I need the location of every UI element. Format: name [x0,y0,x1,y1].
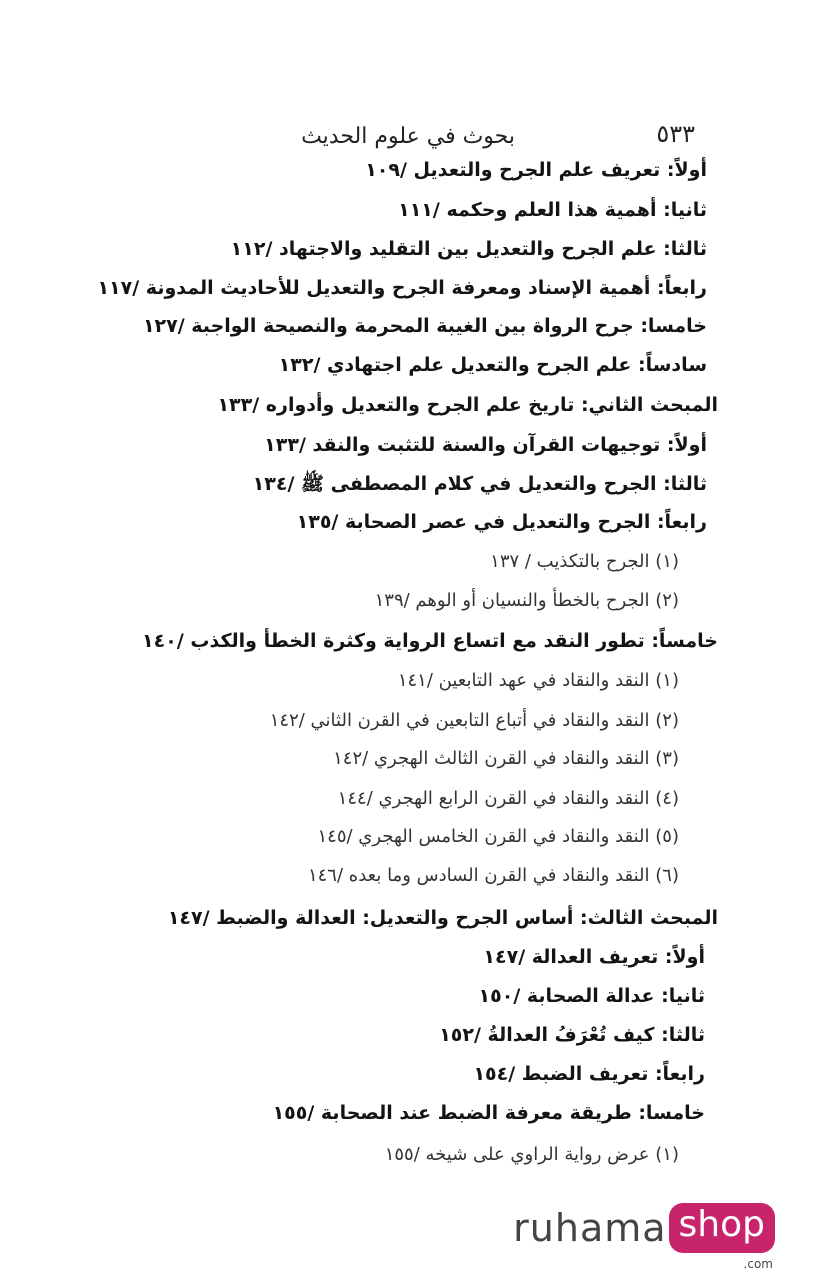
watermark-suffix: .com [743,1257,773,1271]
toc-entry: رابعاً: أهمية الإسناد ومعرفة الجرح والتعديل للأحاديث المدونة /١١٧ [97,277,707,299]
watermark-shop-badge [669,1203,775,1271]
toc-entry: خامسا: طريقة معرفة الضبط عند الصحابة /١٥٥ [272,1102,705,1124]
toc-entry: ثالثا: علم الجرح والتعديل بين التقليد والاجتهاد /١١٢ [230,238,707,260]
toc-entry: ثانيا: أهمية هذا العلم وحكمه /١١١ [398,199,707,221]
toc-entry: أولاً: تعريف العدالة /١٤٧ [483,946,705,968]
toc-entry: رابعاً: تعريف الضبط /١٥٤ [473,1063,705,1085]
toc-subentry: (٢) النقد والنقاد في أتباع التابعين في القرن الثاني /١٤٢ [269,710,679,731]
toc-entry: ثالثا: الجرح والتعديل في كلام المصطفى ﷺ /١٣٤ [252,473,707,495]
running-header-title: بحوث في علوم الحديث [301,124,515,149]
toc-subentry: (١) الجرح بالتكذيب / ١٣٧ [490,551,679,572]
toc-section-heading: المبحث الثالث: أساس الجرح والتعديل: العدالة والضبط /١٤٧ [167,907,718,929]
toc-subentry: (١) النقد والنقاد في عهد التابعين /١٤١ [397,670,679,691]
watermark-brand-right: shop [669,1203,775,1253]
toc-entry: أولاً: تعريف علم الجرح والتعديل /١٠٩ [365,159,707,181]
watermark-brand-left: ruhama [513,1206,667,1250]
toc-subentry: (٣) النقد والنقاد في القرن الثالث الهجري /١٤٢ [333,748,679,769]
toc-section-heading: المبحث الثاني: تاريخ علم الجرح والتعديل وأدواره /١٣٣ [217,394,718,416]
toc-subentry: (١) عرض رواية الراوي على شيخه /١٥٥ [384,1144,679,1165]
page-number: ٥٣٣ [656,120,695,148]
toc-entry: ثانيا: عدالة الصحابة /١٥٠ [478,985,705,1007]
toc-subentry: (٤) النقد والنقاد في القرن الرابع الهجري /١٤٤ [337,788,679,809]
toc-entry: أولاً: توجيهات القرآن والسنة للتثبت والنقد /١٣٣ [264,434,707,456]
toc-entry: ثالثا: كيف تُعْرَفُ العدالةُ /١٥٢ [439,1024,705,1046]
toc-entry: خامساً: تطور النقد مع اتساع الرواية وكثرة الخطأ والكذب /١٤٠ [142,630,718,652]
toc-entry: رابعاً: الجرح والتعديل في عصر الصحابة /١٣٥ [296,511,707,533]
toc-subentry: (٥) النقد والنقاد في القرن الخامس الهجري /١٤٥ [317,826,679,847]
toc-entry: سادساً: علم الجرح والتعديل علم اجتهادي /١٣٢ [278,354,707,376]
toc-subentry: (٢) الجرح بالخطأ والنسيان أو الوهم /١٣٩ [374,590,679,611]
ruhamashop-watermark [513,1203,775,1271]
toc-subentry: (٦) النقد والنقاد في القرن السادس وما بعده /١٤٦ [307,865,679,886]
toc-entry: خامسا: جرح الرواة بين الغيبة المحرمة والنصيحة الواجبة /١٢٧ [142,315,707,337]
